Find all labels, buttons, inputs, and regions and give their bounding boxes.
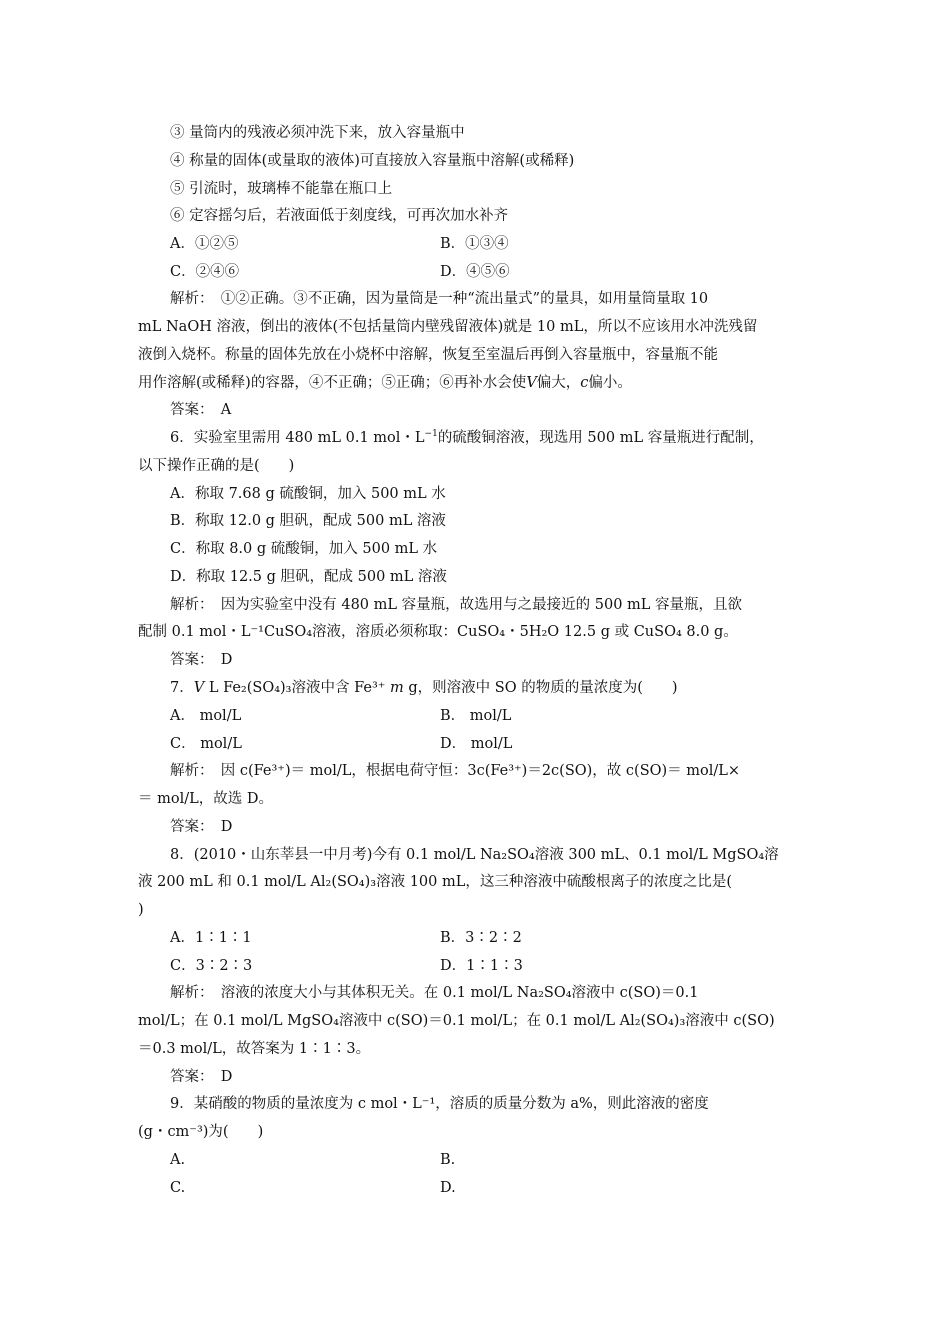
q5-analysis-4-end: 偏小。	[588, 375, 632, 391]
q6-analysis-line-1: 解析： 因为实验室中没有 480 mL 容量瓶，故选用与之最接近的 500 mL 容量瓶，且欲	[170, 597, 743, 613]
q9-option-d: D.	[440, 1180, 456, 1196]
q9-stem-line-1: 9．某硝酸的物质的量浓度为 c mol・L⁻¹，溶质的质量分数为 a%，则此溶液的密度	[170, 1096, 709, 1112]
q8-analysis-line-2: mol/L；在 0.1 mol/L MgSO₄溶液中 c(SO)＝0.1 mol/L；在 0.1 mol/L Al₂(SO₄)₃溶液中 c(SO)	[138, 1013, 775, 1029]
q8-option-a: A．1∶1∶1	[170, 930, 252, 946]
q7-stem-text-a: L Fe₂(SO₄)₃溶液中含 Fe³⁺	[204, 680, 391, 696]
q6-option-c: C．称取 8.0 g 硫酸铜，加入 500 mL 水	[170, 541, 438, 557]
q8-answer: 答案： D	[170, 1069, 233, 1085]
q7-stem-text-b: g，则溶液中 SO 的物质的量浓度为( )	[403, 680, 678, 696]
q5-var-v: V	[526, 375, 537, 391]
q6-option-a: A．称取 7.68 g 硫酸铜，加入 500 mL 水	[170, 486, 446, 502]
q7-answer: 答案： D	[170, 819, 233, 835]
q6-stem-line-1	[170, 428, 764, 448]
q5-option-a: A．①②⑤	[170, 236, 239, 252]
q5-var-c: c	[580, 375, 589, 391]
q5-analysis-line-4	[138, 373, 632, 393]
q9-option-b: B.	[440, 1152, 456, 1168]
q5-analysis-line-1: 解析： ①②正确。③不正确，因为量筒是一种“流出量式”的量具，如用量筒量取 10	[170, 291, 709, 307]
q5-option-b: B．①③④	[440, 236, 509, 252]
q5-option-d: D．④⑤⑥	[440, 264, 510, 280]
q8-stem-line-3: )	[138, 902, 144, 918]
q7-stem	[170, 678, 678, 698]
q6-answer: 答案： D	[170, 652, 233, 668]
q7-var-m: m	[390, 680, 404, 696]
q7-option-a: A． mol/L	[170, 708, 242, 724]
q6-analysis-line-2: 配制 0.1 mol・L⁻¹CuSO₄溶液，溶质必须称取：CuSO₄・5H₂O 12.5 g 或 CuSO₄ 8.0 g。	[138, 624, 738, 640]
q6-option-d: D．称取 12.5 g 胆矾，配成 500 mL 溶液	[170, 569, 447, 585]
q9-stem-line-2: (g・cm⁻³)为( )	[138, 1124, 264, 1140]
q9-option-c: C.	[170, 1180, 186, 1196]
q5-item-6: ⑥ 定容摇匀后，若液面低于刻度线，可再次加水补齐	[170, 208, 509, 224]
q6-stem-text-a: 6．实验室里需用 480 mL 0.1 mol・L	[170, 430, 425, 446]
q7-analysis-line-2: ＝ mol/L，故选 D。	[138, 791, 273, 807]
q5-item-5: ⑤ 引流时，玻璃棒不能靠在瓶口上	[170, 181, 393, 197]
q5-analysis-4-text: 用作溶解(或稀释)的容器，④不正确；⑤正确；⑥再补水会使	[138, 375, 527, 391]
q7-stem-number: 7．	[170, 680, 194, 696]
q8-analysis-line-3: ＝0.3 mol/L，故答案为 1∶1∶3。	[138, 1041, 371, 1057]
q7-var-v: V	[193, 680, 205, 696]
q8-option-c: C．3∶2∶3	[170, 958, 253, 974]
q9-option-a: A.	[170, 1152, 186, 1168]
q8-option-d: D．1∶1∶3	[440, 958, 523, 974]
q5-analysis-line-2: mL NaOH 溶液，倒出的液体(不包括量筒内壁残留液体)就是 10 mL，所以不应该用水冲洗残留	[138, 319, 758, 335]
q7-analysis-line-1: 解析： 因 c(Fe³⁺)＝ mol/L，根据电荷守恒：3c(Fe³⁺)＝2c(SO)，故 c(SO)＝ mol/L×	[170, 763, 741, 779]
q5-analysis-4-mid: 偏大，	[536, 375, 581, 391]
q8-analysis-line-1: 解析： 溶液的浓度大小与其体积无关。在 0.1 mol/L Na₂SO₄溶液中 c(SO)＝0.1	[170, 985, 699, 1001]
q8-stem-line-2: 液 200 mL 和 0.1 mol/L Al₂(SO₄)₃溶液 100 mL，这三种溶液中硫酸根离子的浓度之比是(	[138, 874, 733, 890]
q7-option-d: D． mol/L	[440, 736, 513, 752]
q6-option-b: B．称取 12.0 g 胆矾，配成 500 mL 溶液	[170, 513, 446, 529]
q6-stem-superscript: −1	[424, 429, 438, 440]
q8-option-b: B．3∶2∶2	[440, 930, 522, 946]
q5-item-3: ③ 量筒内的残液必须冲洗下来，放入容量瓶中	[170, 125, 465, 141]
q7-option-b: B． mol/L	[440, 708, 512, 724]
q6-stem-line-2: 以下操作正确的是( )	[138, 458, 295, 474]
q6-stem-text-b: 的硫酸铜溶液，现选用 500 mL 容量瓶进行配制，	[437, 430, 764, 446]
q8-stem-line-1: 8．(2010・山东莘县一中月考)今有 0.1 mol/L Na₂SO₄溶液 300 mL、0.1 mol/L MgSO₄溶	[170, 847, 779, 863]
q5-item-4: ④ 称量的固体(或量取的液体)可直接放入容量瓶中溶解(或稀释)	[170, 153, 575, 169]
q5-option-c: C．②④⑥	[170, 264, 240, 280]
q5-analysis-line-3: 液倒入烧杯。称量的固体先放在小烧杯中溶解，恢复至室温后再倒入容量瓶中，容量瓶不能	[138, 347, 718, 363]
q7-option-c: C． mol/L	[170, 736, 242, 752]
q5-answer: 答案： A	[170, 402, 232, 418]
